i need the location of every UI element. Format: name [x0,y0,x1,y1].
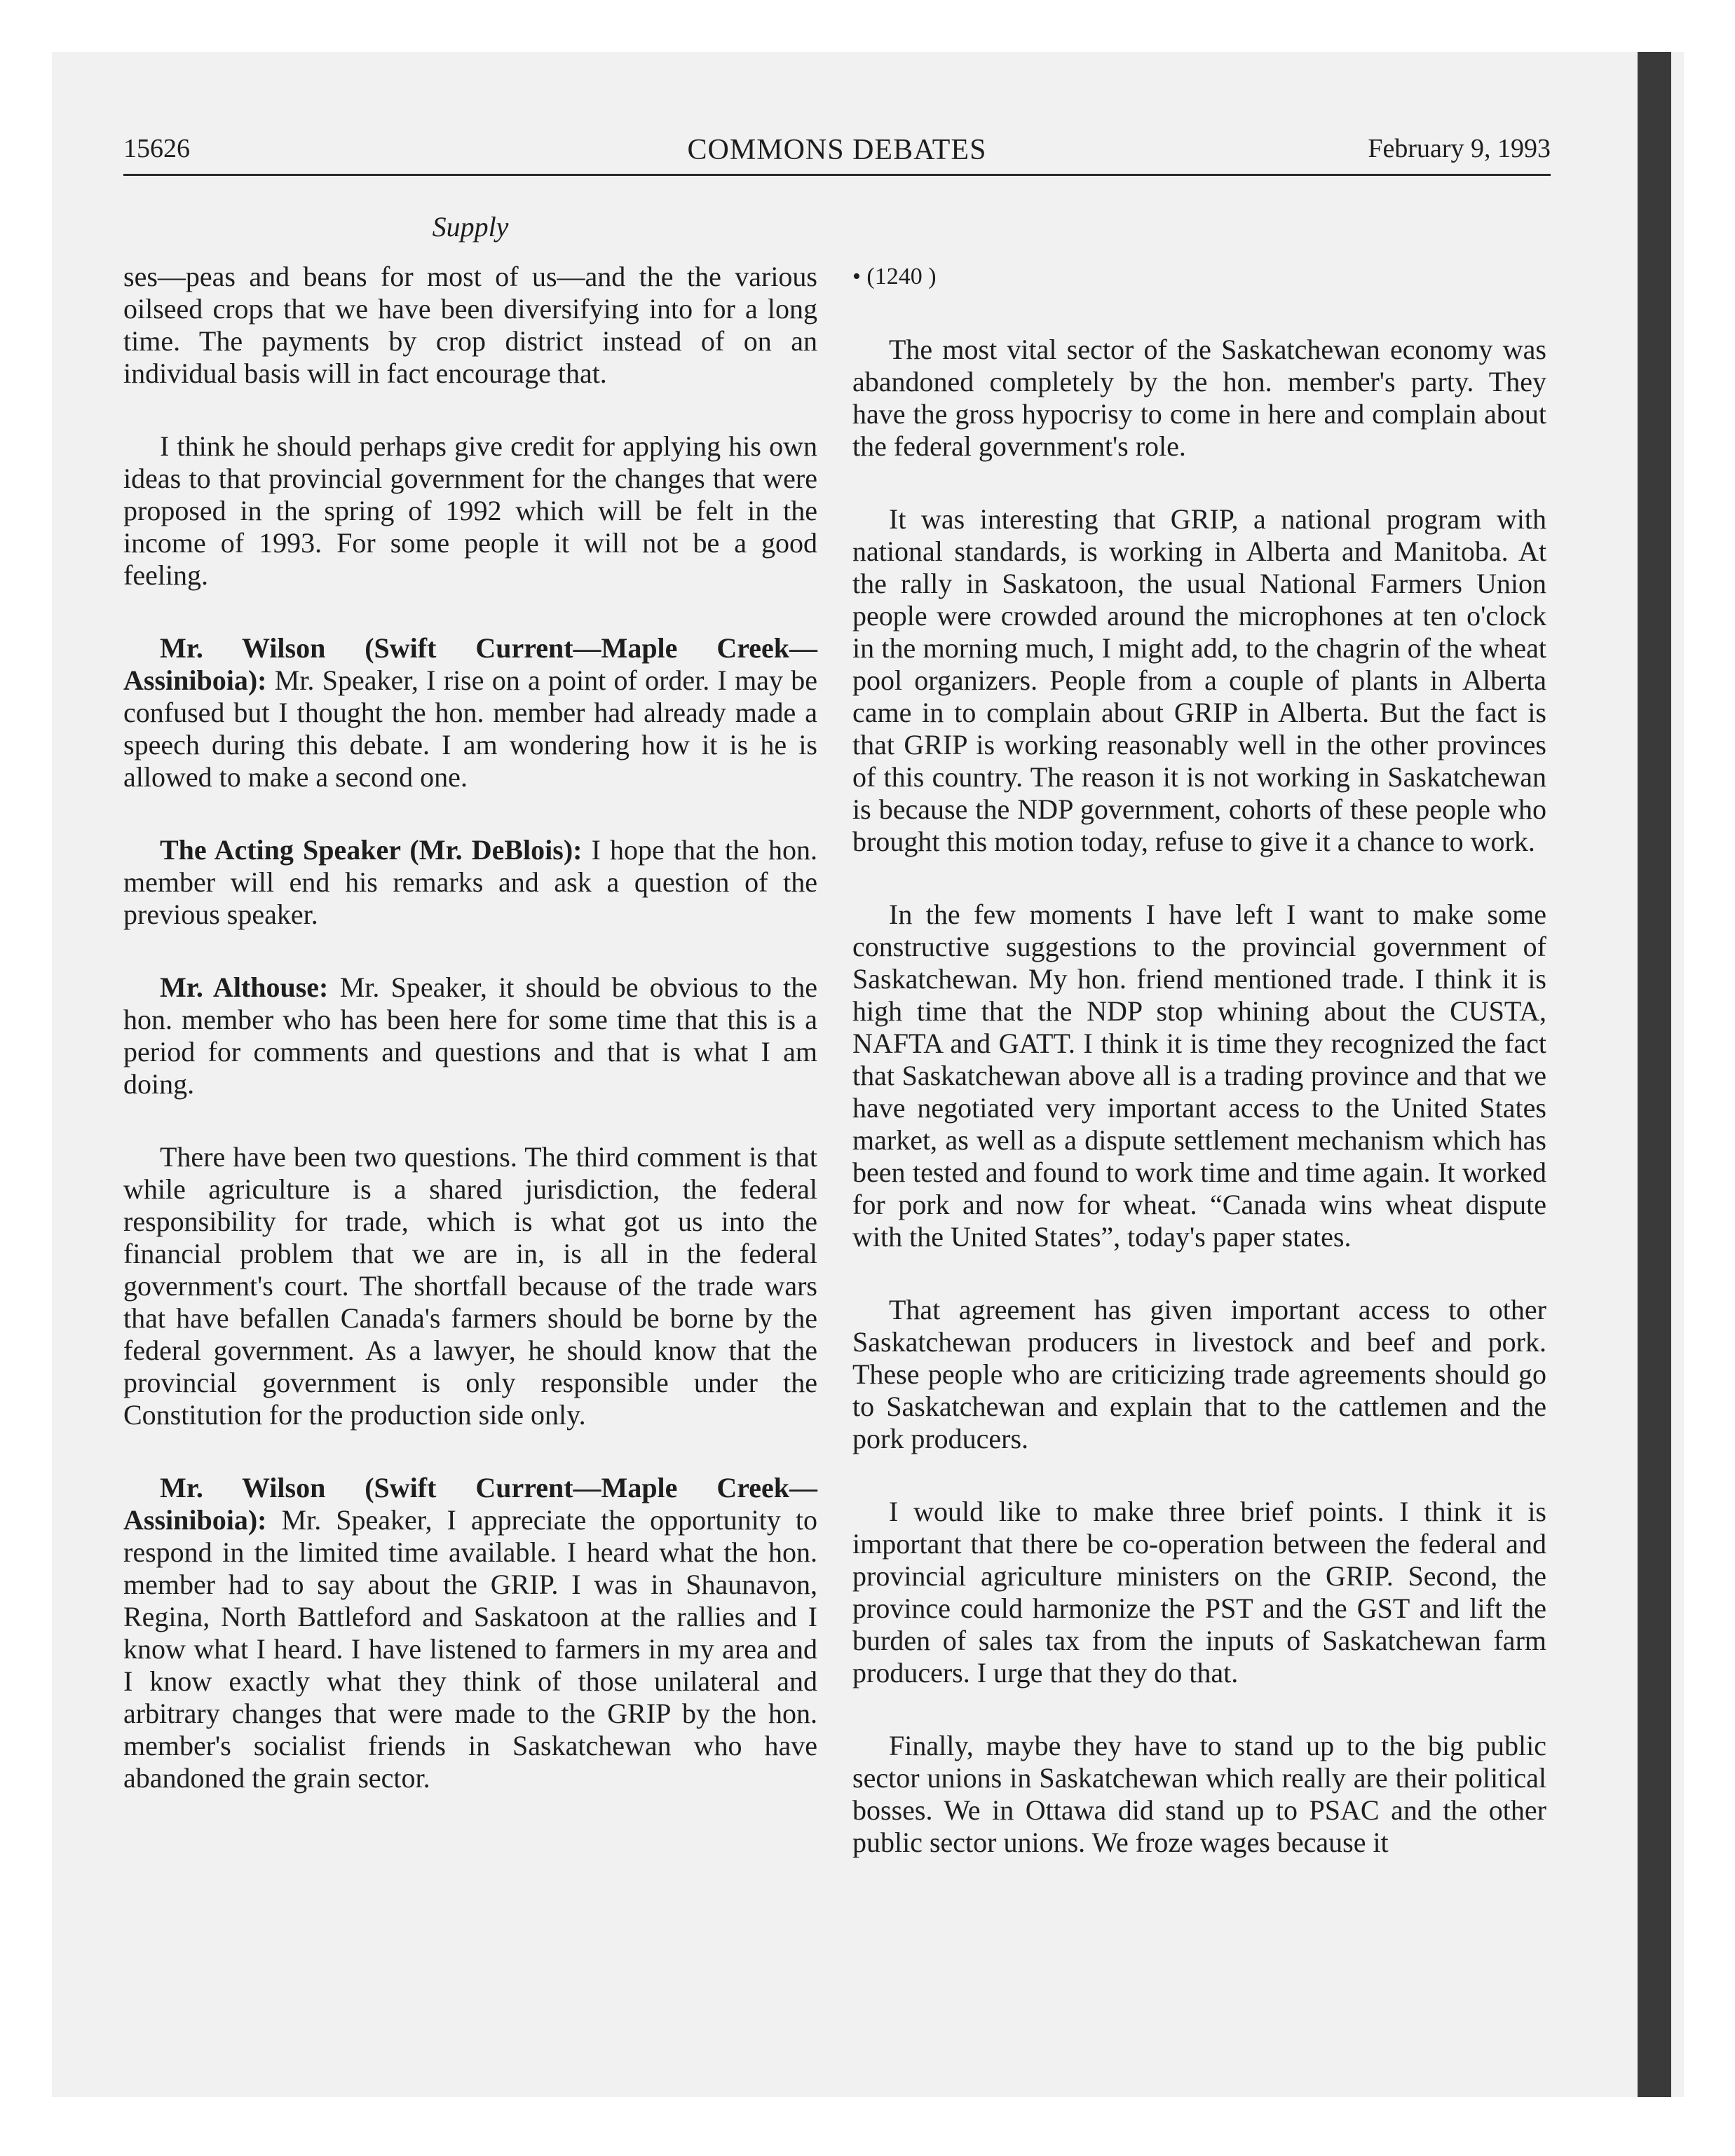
speaker-name: Mr. Althouse: [160,971,329,1003]
scan-border [1638,52,1671,2097]
paragraph [123,261,817,390]
time-marker: • (1240 ) [852,264,937,289]
section-title: Supply [432,211,509,243]
left-column [123,261,817,1794]
paragraph-text: There have been two questions. The third comment is that while agriculture is a shared jurisdiction, the federal responsibility for trade, which is what got us into the financial problem that we are in, is all in the federal government's court. The shortfall because of the trade wars that have befallen Canada's farmers should be borne by the federal government. As a lawyer, he should know that the provincial government is only responsible under the Constitution for the production side only. [123,1141,817,1431]
speaker-name: The Acting Speaker (Mr. DeBlois): [160,834,583,866]
paragraph-text: I would like to make three brief points. I think it is important that there be co-operation between the federal and provincial agriculture ministers on the GRIP. Second, the province could harmonize the PST and the GST and lift the burden of sales tax from the inputs of Saskatchewan farm producers. I urge that they do that. [852,1496,1546,1688]
paragraph-text: Mr. Speaker, it should be obvious to the hon. member who has been here for some time that this is a period for comments and questions and that is what I am doing. [123,971,817,1100]
paragraph [852,503,1546,858]
paragraph [852,899,1546,1253]
paragraph-text: That agreement has given important access to other Saskatchewan producers in livestock and beef and pork. These people who are criticizing trade agreements should go to Saskatchewan and explain that to the cattlemen and the pork producers. [852,1294,1546,1454]
speaker-name: Mr. Wilson (Swift Current—Maple Creek—Assiniboia): [123,632,817,696]
paragraph [123,430,817,592]
speaker-name: Mr. Wilson (Swift Current—Maple Creek—Assiniboia): [123,1472,817,1536]
publication-date: February 9, 1993 [1368,134,1551,163]
paragraph [123,834,817,931]
paragraph [852,1730,1546,1859]
right-column [852,261,1546,1859]
paragraph [123,971,817,1100]
paragraph-text: It was interesting that GRIP, a national program with national standards, is working in Alberta and Manitoba. At the rally in Saskatoon, the usual National Farmers Union people were crowded around the microphones at ten o'clock in the morning much, I might add, to the chagrin of the wheat pool organizers. People from a couple of plants in Alberta came in to complain about GRIP in Alberta. But the fact is that GRIP is working reasonably well in the other provinces of this country. The reason it is not working in Saskatchewan is because the NDP government, cohorts of these people who brought this motion today, refuse to give it a chance to work. [852,503,1546,857]
header-rule [123,174,1551,176]
paragraph-text: In the few moments I have left I want to make some constructive suggestions to the provincial government of Saskatchewan. My hon. friend mentioned trade. I think it is high time that the NDP stop whining about the CUSTA, NAFTA and GATT. I think it is time they recognized the fact that Saskatchewan above all is a trading province and that we have negotiated very important access to the United States market, as well as a dispute settlement mechanism which has been tested and found to work time and time again. It worked for pork and now for wheat. “Canada wins wheat dispute with the United States”, today's paper states. [852,899,1546,1253]
paragraph-text: I hope that the hon. member will end his remarks and ask a question of the previous speaker. [123,834,817,930]
paragraph-text: The most vital sector of the Saskatchewan economy was abandoned completely by the hon. member's party. They have the gross hypocrisy to come in here and complain about the federal government's role. [852,334,1546,462]
paragraph-text: Finally, maybe they have to stand up to the big public sector unions in Saskatchewan which really are their political bosses. We in Ottawa did stand up to PSAC and the other public sector unions. We froze wages because it [852,1730,1546,1858]
paragraph [852,334,1546,463]
page-header [123,133,1551,175]
paragraph-text: Mr. Speaker, I rise on a point of order. I may be confused but I thought the hon. member had already made a speech during this debate. I am wondering how it is he is allowed to make a second one. [123,664,817,793]
paragraph [123,1472,817,1794]
paragraph-text: Mr. Speaker, I appreciate the opportunity to respond in the limited time available. I heard what the hon. member had to say about the GRIP. I was in Shaunavon, Regina, North Battleford and Saskatoon at the rallies and I know what I heard. I have listened to farmers in my area and I know exactly what they think of those unilateral and arbitrary changes that were made to the GRIP by the hon. member's socialist friends in Saskatchewan who have abandoned the grain sector. [123,1504,817,1794]
paragraph [123,1141,817,1431]
paragraph [852,1496,1546,1689]
publication-title: COMMONS DEBATES [687,134,987,166]
paragraph [123,632,817,793]
page-number: 15626 [123,134,190,163]
paragraph-text: I think he should perhaps give credit for applying his own ideas to that provincial government for the changes that were proposed in the spring of 1992 which will be felt in the income of 1993. For some people it will not be a good feeling. [123,430,817,591]
paragraph-text: ses—peas and beans for most of us—and the the various oilseed crops that we have been diversifying into for a long time. The payments by crop district instead of on an individual basis will in fact encourage that. [123,261,817,389]
paragraph [852,1294,1546,1455]
